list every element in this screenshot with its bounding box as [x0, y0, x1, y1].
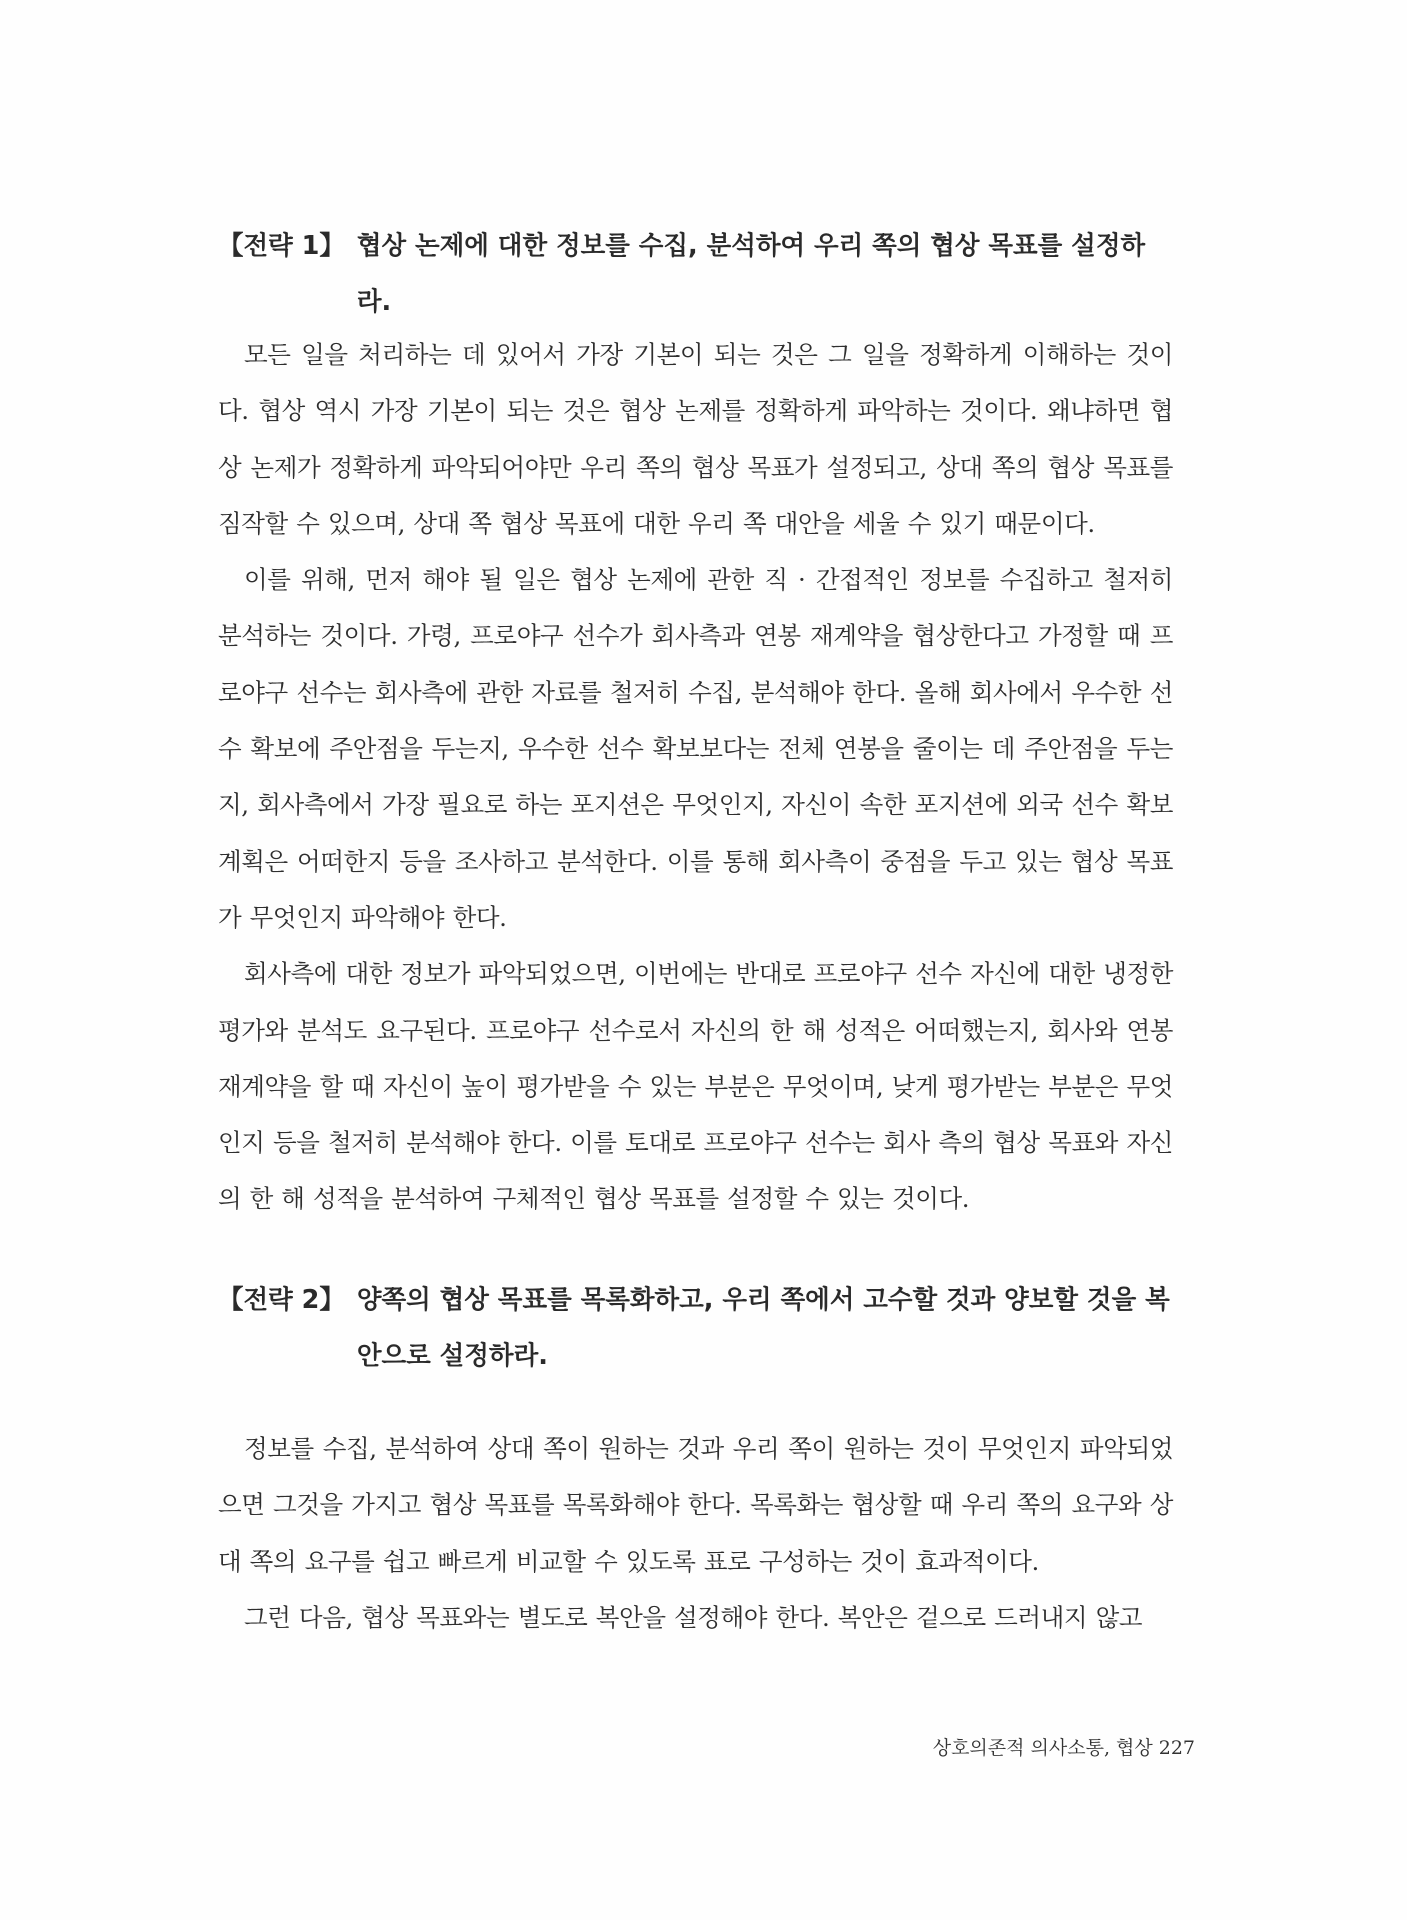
- section1-heading: [218, 218, 1178, 330]
- section1-paragraph-3: 회사측에 대한 정보가 파악되었으면, 이번에는 반대로 프로야구 선수 자신에 대한 냉정한 평가와 분석도 요구된다. 프로야구 선수로서 자신의 한 해 성적은 어떠했는지, 회사와 연봉 재계약을 할 때 자신이 높이 평가받을 수 있는 부분은 무엇이며, 낮게 평가받는 부분은 무엇인지 등을 철저히 분석해야 한다. 이를 토대로 프로야구 선수는 회사 측의 협상 목표와 자신의 한 해 성적을 분석하여 구체적인 협상 목표를 설정할 수 있는 것이다.: [218, 959, 1173, 1214]
- section2-paragraph-1: 정보를 수집, 분석하여 상대 쪽이 원하는 것과 우리 쪽이 원하는 것이 무엇인지 파악되었으면 그것을 가지고 협상 목표를 목록화해야 한다. 목록화는 협상할 때 우리 쪽의 요구와 상대 쪽의 요구를 쉽고 빠르게 비교할 수 있도록 표로 구성하는 것이 효과적이다.: [218, 1434, 1173, 1576]
- section2-body: [218, 1421, 1173, 1646]
- section1-paragraph-2: 이를 위해, 먼저 해야 될 일은 협상 논제에 관한 직 · 간접적인 정보를 수집하고 철저히 분석하는 것이다. 가령, 프로야구 선수가 회사측과 연봉 재계약을 협상한다고 가정할 때 프로야구 선수는 회사측에 관한 자료를 철저히 수집, 분석해야 한다. 올해 회사에서 우수한 선수 확보에 주안점을 두는지, 우수한 선수 확보보다는 전체 연봉을 줄이는 데 주안점을 두는지, 회사측에서 가장 필요로 하는 포지션은 무엇인지, 자신이 속한 포지션에 외국 선수 확보 계획은 어떠한지 등을 조사하고 분석한다. 이를 통해 회사측이 중점을 두고 있는 협상 목표가 무엇인지 파악해야 한다.: [218, 565, 1173, 932]
- section1-paragraph-1: 모든 일을 처리하는 데 있어서 가장 기본이 되는 것은 그 일을 정확하게 이해하는 것이다. 협상 역시 가장 기본이 되는 것은 협상 논제를 정확하게 파악하는 것이다. 왜냐하면 협상 논제가 정확하게 파악되어야만 우리 쪽의 협상 목표가 설정되고, 상대 쪽의 협상 목표를 짐작할 수 있으며, 상대 쪽 협상 목표에 대한 우리 쪽 대안을 세울 수 있기 때문이다.: [218, 340, 1173, 538]
- running-title: 상호의존적 의사소통, 협상: [932, 1737, 1153, 1759]
- section2-heading: [218, 1272, 1178, 1384]
- section2-label: 【전략 2】: [218, 1285, 345, 1315]
- section1-label: 【전략 1】: [218, 231, 345, 261]
- section1-title: 협상 논제에 대한 정보를 수집, 분석하여 우리 쪽의 협상 목표를 설정하라.: [356, 231, 1146, 317]
- section1-body: [218, 327, 1173, 1228]
- section2-paragraph-2: 그런 다음, 협상 목표와는 별도로 복안을 설정해야 한다. 복안은 겉으로 드러내지 않고: [244, 1602, 1143, 1632]
- page-number: 227: [1158, 1737, 1195, 1759]
- section2-title: 양쪽의 협상 목표를 목록화하고, 우리 쪽에서 고수할 것과 양보할 것을 복안으로 설정하라.: [356, 1285, 1170, 1371]
- page-footer: [933, 1733, 1195, 1760]
